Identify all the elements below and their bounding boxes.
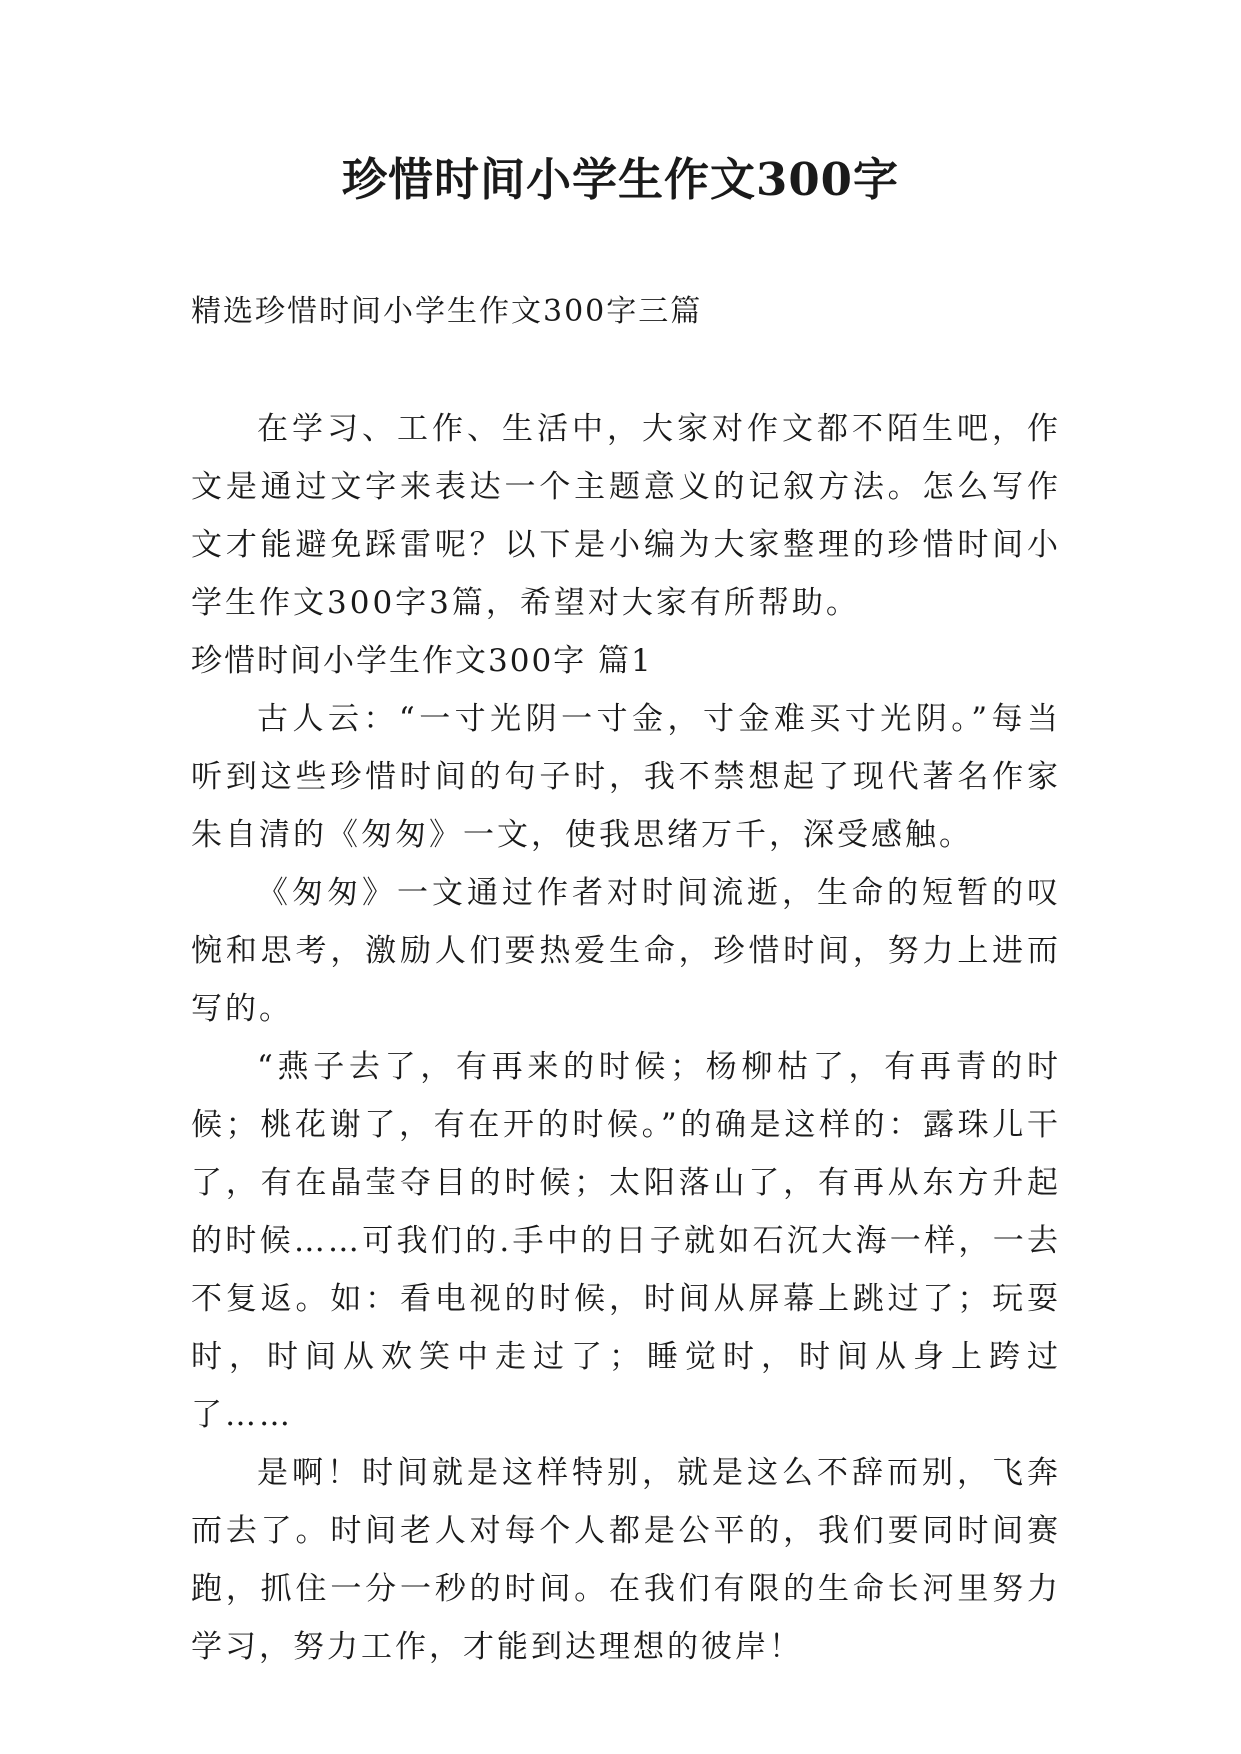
body-paragraph: 《匆匆》一文通过作者对时间流逝，生命的短暂的叹惋和思考，激励人们要热爱生命，珍惜时间，努力上进而写的。 — [191, 875, 1061, 1027]
document-title: 珍惜时间小学生作文300字 — [342, 153, 899, 206]
section-heading: 珍惜时间小学生作文300字 篇1 — [191, 643, 653, 679]
intro-paragraph: 在学习、工作、生活中，大家对作文都不陌生吧，作文是通过文字来表达一个主题意义的记叙方法。怎么写作文才能避免踩雷呢？以下是小编为大家整理的珍惜时间小学生作文300字3篇，希望对大家有所帮助。 — [191, 411, 1061, 621]
body-paragraph: 古人云：“一寸光阴一寸金，寸金难买寸光阴。”每当听到这些珍惜时间的句子时，我不禁想起了现代著名作家朱自清的《匆匆》一文，使我思绪万千，深受感触。 — [191, 701, 1061, 853]
body-paragraph: “燕子去了，有再来的时候；杨柳枯了，有再青的时候；桃花谢了，有在开的时候。”的确是这样的：露珠儿干了，有在晶莹夺目的时候；太阳落山了，有再从东方升起的时候……可我们的.手中的日子就如石沉大海一样，一去不复返。如：看电视的时候，时间从屏幕上跳过了；玩耍时，时间从欢笑中走过了；睡觉时，时间从身上跨过了…… — [191, 1049, 1061, 1433]
body-paragraph: 是啊！时间就是这样特别，就是这么不辞而别，飞奔而去了。时间老人对每个人都是公平的，我们要同时间赛跑，抓住一分一秒的时间。在我们有限的生命长河里努力学习，努力工作，才能到达理想的彼岸！ — [191, 1455, 1061, 1665]
document-body — [191, 400, 1061, 1676]
document-subtitle: 精选珍惜时间小学生作文300字三篇 — [191, 294, 703, 329]
